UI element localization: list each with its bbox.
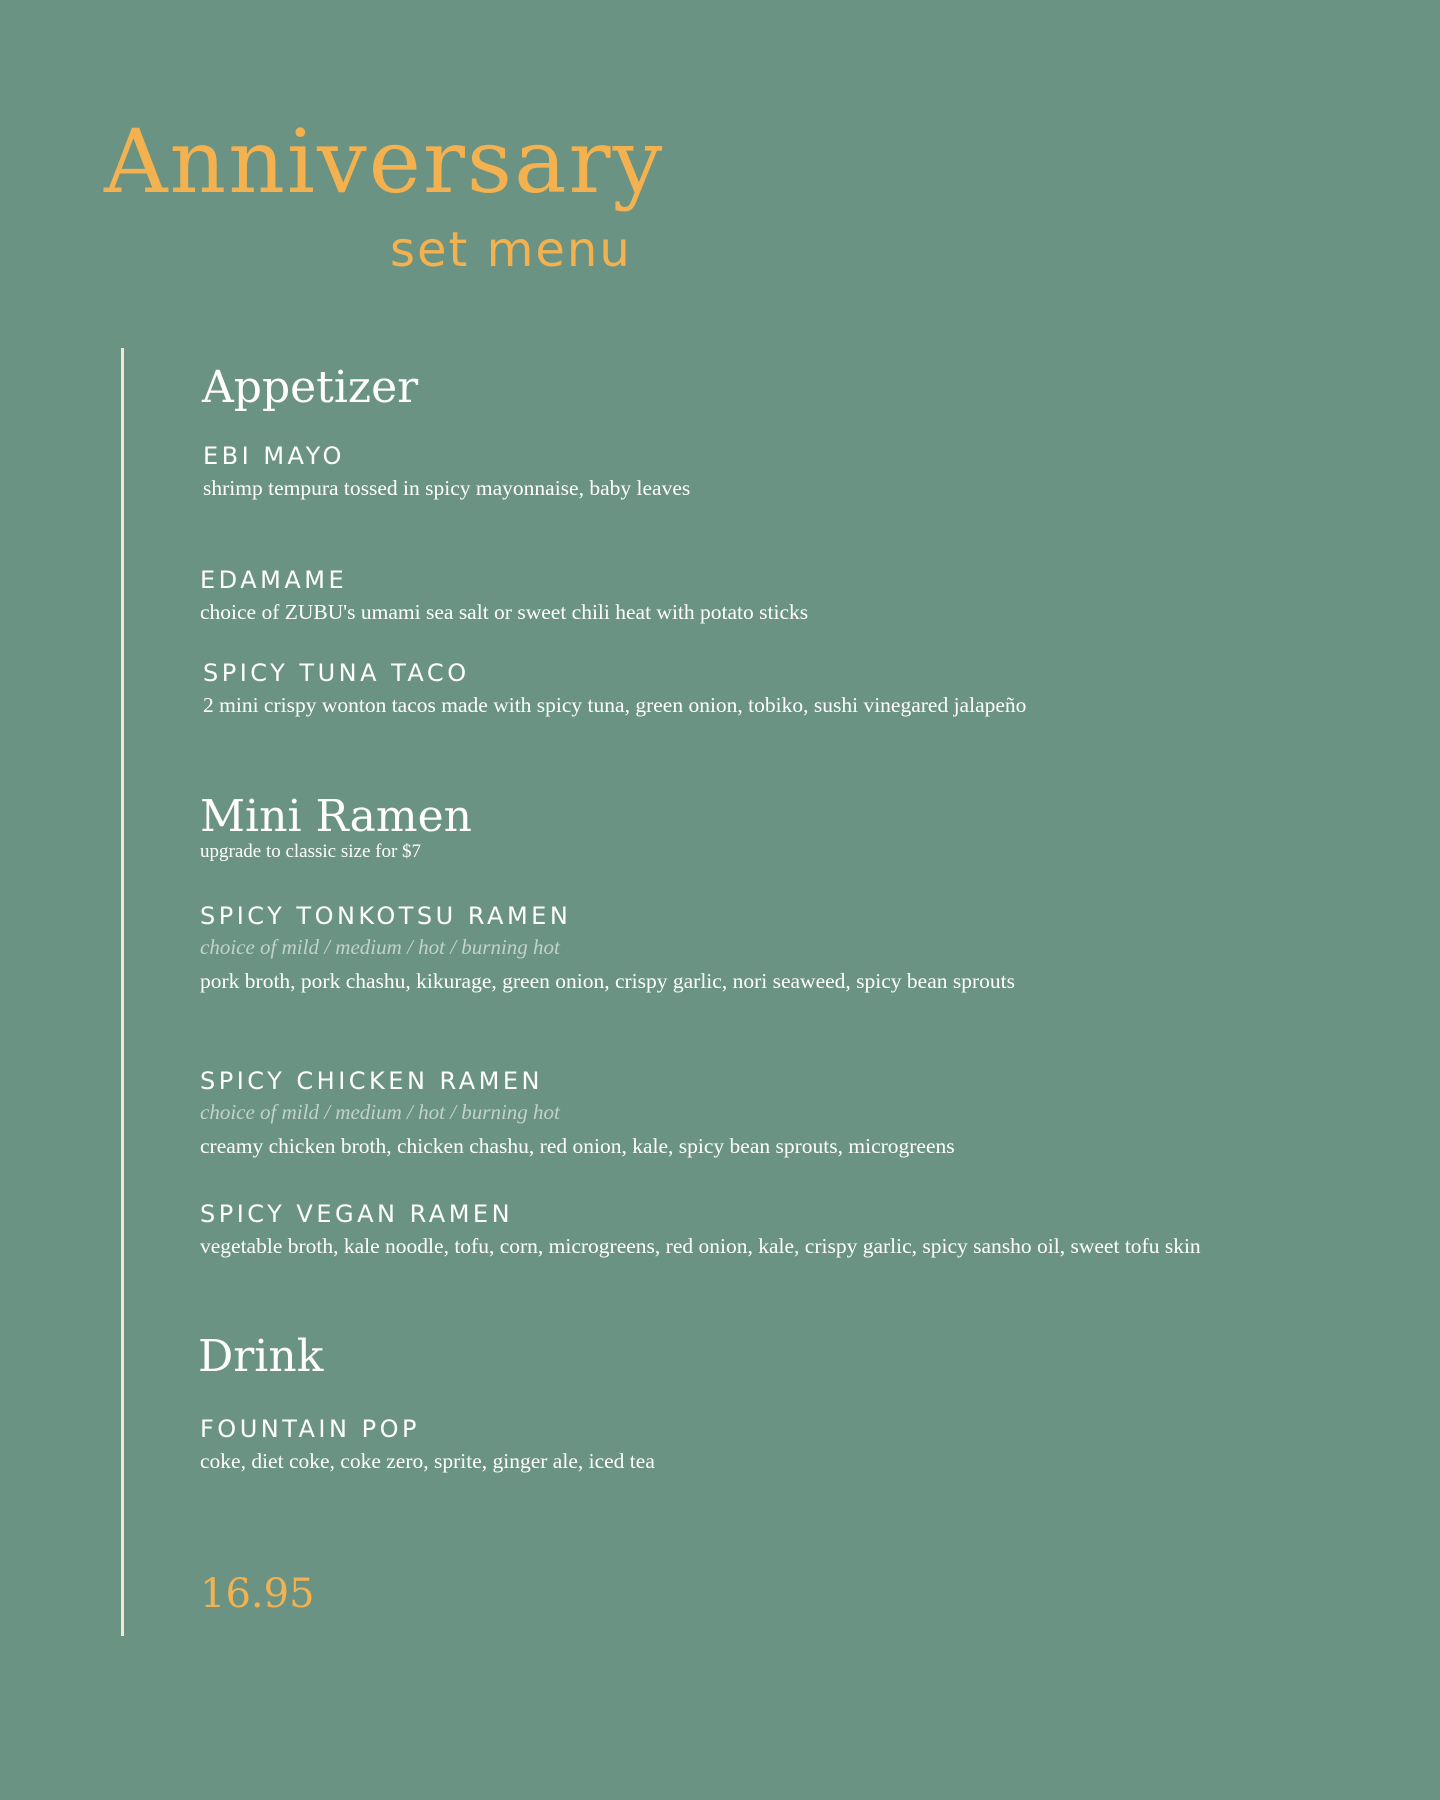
section-heading-drink: Drink	[198, 1331, 324, 1382]
menu-item-description: shrimp tempura tossed in spicy mayonnaise, baby leaves	[203, 476, 691, 500]
menu-item-spicy-chicken-ramen	[200, 1067, 1440, 1159]
menu-item-description: vegetable broth, kale noodle, tofu, corn, microgreens, red onion, kale, crispy garlic, spicy sansho oil, sweet tofu skin	[200, 1234, 1201, 1258]
section-heading-mini-ramen: Mini Ramen	[200, 791, 472, 842]
menu-item-name: SPICY TUNA TACO	[203, 659, 470, 687]
menu-item-spicy-tuna-taco	[203, 659, 1440, 718]
section-note-upgrade: upgrade to classic size for $7	[200, 841, 422, 862]
set-menu-price: 16.95	[200, 1571, 315, 1617]
menu-item-description: creamy chicken broth, chicken chashu, red onion, kale, spicy bean sprouts, microgreens	[200, 1134, 955, 1158]
menu-item-fountain-pop	[200, 1415, 1440, 1474]
vertical-divider	[121, 348, 124, 1636]
menu-item-edamame	[200, 566, 1440, 625]
menu-item-name: SPICY VEGAN RAMEN	[200, 1200, 514, 1228]
menu-item-options: choice of mild / medium / hot / burning hot	[200, 935, 560, 959]
section-heading-appetizer: Appetizer	[202, 362, 419, 413]
menu-item-name: SPICY CHICKEN RAMEN	[200, 1067, 543, 1095]
menu-item-name: EBI MAYO	[203, 442, 345, 470]
menu-item-description: choice of ZUBU's umami sea salt or sweet chili heat with potato sticks	[200, 600, 809, 624]
menu-item-ebi-mayo	[203, 442, 1440, 501]
menu-item-name: SPICY TONKOTSU RAMEN	[200, 902, 572, 930]
menu-item-description: pork broth, pork chashu, kikurage, green onion, crispy garlic, nori seaweed, spicy bean sprouts	[200, 969, 1015, 993]
menu-item-name: FOUNTAIN POP	[200, 1415, 420, 1443]
menu-item-description: coke, diet coke, coke zero, sprite, ginger ale, iced tea	[200, 1449, 655, 1473]
menu-title: Anniversary	[104, 110, 665, 213]
menu-subtitle: set menu	[390, 222, 632, 278]
menu-item-name: EDAMAME	[200, 566, 348, 594]
menu-item-options: choice of mild / medium / hot / burning hot	[200, 1100, 560, 1124]
menu-item-spicy-tonkotsu-ramen	[200, 902, 1440, 994]
menu-item-description: 2 mini crispy wonton tacos made with spicy tuna, green onion, tobiko, sushi vinegared jalapeño	[203, 693, 1027, 717]
menu-item-spicy-vegan-ramen	[200, 1200, 1440, 1259]
